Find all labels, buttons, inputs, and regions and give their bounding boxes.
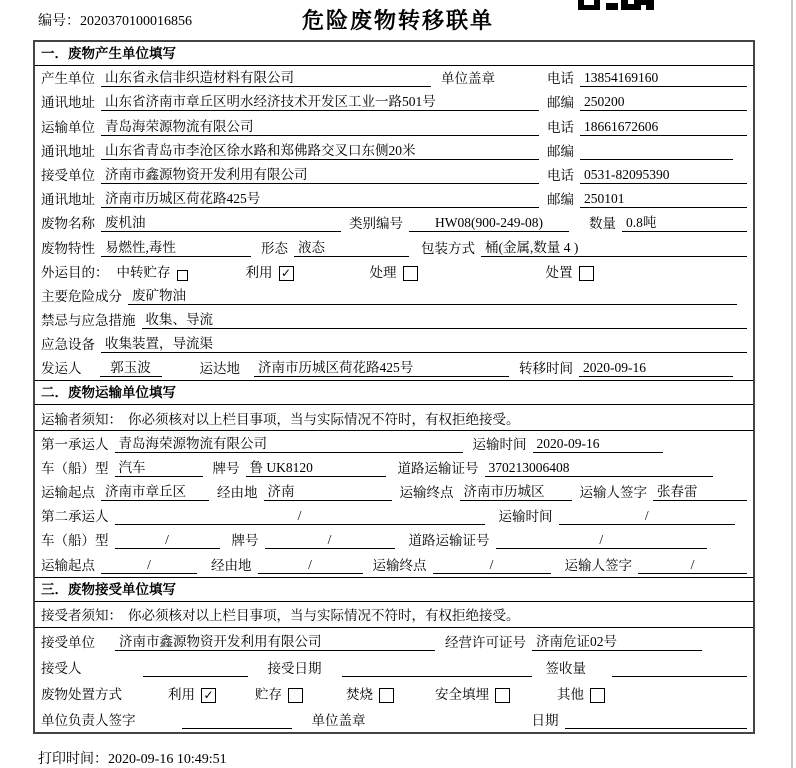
responsible-signature-label: 单位负责人签字	[41, 712, 136, 728]
row-transporter-address	[35, 139, 753, 163]
receiver-phone-value: 0531-82095390	[580, 167, 747, 184]
unit-seal-label: 单位盖章	[441, 71, 495, 87]
transfer-time-label: 转移时间	[519, 361, 573, 377]
purpose-option-storage: 中转贮存	[116, 264, 171, 280]
received-qty-value	[612, 676, 747, 677]
page-right-edge	[791, 0, 793, 768]
serial-label: 编号：	[38, 14, 80, 29]
disposal-option-store: 贮存	[255, 686, 282, 702]
carrier-signature-label: 运输人签字	[564, 557, 632, 573]
packaging-label: 包装方式	[421, 240, 475, 256]
transfer-time-value: 2020-09-16	[579, 360, 733, 377]
road-permit-label: 道路运输证号	[397, 460, 479, 476]
transporter-address-value: 山东省青岛市李沧区徐水路和郑佛路交叉口东侧20米	[101, 139, 539, 160]
quantity-value: 0.8吨	[622, 211, 747, 232]
section-receiver	[35, 577, 753, 732]
vehicle-type-label: 车（船）型	[41, 533, 109, 549]
purpose-label: 外运目的：	[41, 264, 109, 280]
plate-label: 牌号	[212, 460, 240, 476]
row-vehicle-2	[35, 528, 753, 552]
plate-2-value: /	[265, 532, 395, 549]
origin-label: 运输起点	[41, 557, 95, 573]
endpoint-label: 运输终点	[372, 557, 427, 573]
via-label: 经由地	[211, 557, 252, 573]
address-label: 通讯地址	[41, 192, 95, 208]
license-value: 济南危证02号	[532, 630, 702, 651]
row-second-carrier	[35, 504, 753, 528]
accept-date-label: 接受日期	[267, 660, 322, 676]
via-label: 经由地	[217, 485, 258, 500]
shipper-value: 郭玉波	[100, 356, 162, 377]
transporter-phone-value: 18661672606	[580, 119, 747, 136]
accept-unit-label: 接受单位	[41, 634, 95, 650]
equipment-label: 应急设备	[41, 337, 95, 353]
receiver-notice-label: 接受者须知：	[41, 608, 122, 624]
disposal-method-label: 废物处置方式	[41, 686, 122, 702]
origin-value: 济南市章丘区	[101, 480, 209, 501]
endpoint-2-value: /	[433, 557, 551, 574]
transporter-value: 青岛海荣源物流有限公司	[101, 115, 539, 136]
checkbox-storage	[177, 270, 188, 281]
first-carrier-value: 青岛海荣源物流有限公司	[115, 432, 463, 453]
receiver-value: 济南市鑫源物资开发利用有限公司	[101, 163, 539, 184]
transport-time-label: 运输时间	[472, 436, 527, 452]
checkbox-disposal-store	[288, 688, 303, 703]
taboo-value: 收集、导流	[142, 308, 748, 329]
section3-header: 三．废物接受单位填写	[35, 578, 753, 602]
shipper-label: 发运人	[41, 361, 82, 377]
checkbox-use: ✓	[279, 266, 294, 281]
receiver-address-value: 济南市历城区荷花路425号	[101, 187, 539, 208]
checkbox-treat	[403, 266, 418, 281]
vehicle-type-label: 车（船）型	[41, 460, 109, 476]
row-first-carrier	[35, 431, 753, 455]
transport-time-value: 2020-09-16	[533, 436, 663, 453]
endpoint-value: 济南市历城区	[460, 480, 572, 501]
quantity-label: 数量	[589, 216, 616, 232]
plate-value: 鲁 UK8120	[246, 456, 386, 477]
zip-label: 邮编	[547, 95, 574, 111]
row-transport-purpose	[35, 260, 753, 284]
taboo-label: 禁忌与应急措施	[41, 313, 136, 329]
checkbox-disposal-use: ✓	[201, 688, 216, 703]
producer-label: 产生单位	[41, 71, 95, 87]
row-receiver-address	[35, 187, 753, 211]
transport-time-2-value: /	[559, 508, 736, 525]
via-value: 济南	[264, 480, 392, 501]
phone-label: 电话	[547, 119, 574, 135]
zip-label: 邮编	[547, 192, 574, 208]
phone-label: 电话	[547, 167, 574, 183]
row-receiver-notice	[35, 602, 753, 628]
packaging-value: 桶(金属,数量 4 )	[481, 236, 747, 257]
via-2-value: /	[258, 557, 363, 574]
origin-label: 运输起点	[41, 485, 95, 500]
address-label: 通讯地址	[41, 143, 95, 159]
page-title: 危险废物转移联单	[301, 8, 494, 33]
section2-header: 二．废物运输单位填写	[35, 381, 753, 405]
row-accept-unit	[35, 628, 753, 654]
row-producer	[35, 66, 753, 90]
row-waste-name	[35, 211, 753, 235]
purpose-option-dispose: 处置	[545, 264, 573, 280]
form-state-value: 液态	[294, 236, 409, 257]
section1-header: 一．废物产生单位填写	[35, 42, 753, 66]
vehicle-type-value: 汽车	[115, 456, 203, 477]
checkbox-dispose	[579, 266, 594, 281]
disposal-option-other: 其他	[557, 686, 584, 702]
section-producer	[35, 42, 753, 380]
row-responsible-signature	[35, 706, 753, 732]
transporter-label: 运输单位	[41, 119, 95, 135]
checkbox-disposal-other	[590, 688, 605, 703]
waste-name-label: 废物名称	[41, 216, 95, 232]
row-disposal-method	[35, 680, 753, 706]
phone-label: 电话	[547, 71, 574, 87]
row-taboo-measures	[35, 308, 753, 332]
origin-2-value: /	[101, 557, 197, 574]
row-vehicle-1	[35, 456, 753, 480]
category-value: HW08(900-249-08)	[409, 215, 569, 232]
section-transporter	[35, 380, 753, 576]
character-label: 废物特性	[41, 240, 95, 256]
waste-name-value: 废机油	[101, 211, 341, 232]
destination-label: 运达地	[199, 361, 240, 377]
row-route-2	[35, 552, 753, 576]
row-acceptor	[35, 654, 753, 680]
hazard-value: 废矿物油	[128, 284, 737, 305]
unit-seal-label: 单位盖章	[311, 712, 366, 728]
received-qty-label: 签收量	[545, 660, 586, 676]
checkbox-disposal-incinerate	[379, 688, 394, 703]
equipment-value: 收集装置，导流渠	[101, 332, 747, 353]
producer-phone-value: 13854169160	[580, 70, 747, 87]
print-time-value: 2020-09-16 10:49:51	[108, 752, 227, 767]
transporter-notice-label: 运输者须知：	[41, 411, 122, 427]
acceptor-value	[143, 676, 248, 677]
destination-value: 济南市历城区荷花路425号	[254, 356, 509, 377]
acceptor-label: 接受人	[41, 660, 82, 676]
row-receiver	[35, 163, 753, 187]
row-transporter	[35, 114, 753, 138]
second-carrier-value: /	[115, 508, 485, 525]
carrier-signature-value: 张春雷	[653, 480, 747, 501]
producer-address-value: 山东省济南市章丘区明水经济技术开发区工业一路501号	[101, 90, 539, 111]
producer-value: 山东省永信非织造材料有限公司	[101, 66, 431, 87]
form-state-label: 形态	[261, 240, 288, 256]
transporter-notice-text: 你必须核对以上栏目事项，当与实际情况不符时，有权拒绝接受。	[128, 411, 520, 427]
vehicle-type-2-value: /	[115, 532, 220, 549]
purpose-option-use: 利用	[245, 264, 273, 280]
transporter-zip-value	[580, 159, 733, 160]
address-label: 通讯地址	[41, 95, 95, 111]
receiver-label: 接受单位	[41, 167, 95, 183]
receiver-notice-text: 你必须核对以上栏目事项，当与实际情况不符时，有权拒绝接受。	[128, 608, 520, 624]
qr-code-fragment-icon	[578, 0, 654, 10]
carrier-signature-label: 运输人签字	[579, 485, 647, 500]
disposal-option-incinerate: 焚烧	[346, 686, 373, 702]
form-header	[0, 0, 796, 40]
hazard-label: 主要危险成分	[41, 288, 122, 304]
form-table	[33, 40, 755, 734]
zip-label: 邮编	[547, 143, 574, 159]
license-label: 经营许可证号	[445, 634, 526, 650]
transport-time-label: 运输时间	[498, 509, 553, 525]
first-carrier-label: 第一承运人	[41, 436, 109, 452]
date-label: 日期	[531, 712, 559, 728]
disposal-option-landfill: 安全填埋	[435, 686, 489, 702]
road-permit-2-value: /	[496, 532, 708, 549]
checkbox-disposal-landfill	[495, 688, 510, 703]
row-hazard-component	[35, 284, 753, 308]
second-carrier-label: 第二承运人	[41, 509, 109, 525]
plate-label: 牌号	[231, 533, 259, 549]
print-time-label: 打印时间：	[38, 752, 108, 767]
accept-unit-value: 济南市鑫源物资开发利用有限公司	[115, 630, 435, 651]
character-value: 易燃性,毒性	[101, 236, 251, 257]
endpoint-label: 运输终点	[399, 485, 454, 500]
accept-date-value	[342, 676, 532, 677]
row-shipper	[35, 356, 753, 380]
row-route-1	[35, 480, 753, 504]
row-waste-character	[35, 235, 753, 259]
row-transporter-notice	[35, 405, 753, 431]
date-value	[565, 728, 748, 729]
row-emergency-equipment	[35, 332, 753, 356]
disposal-option-use: 利用	[168, 686, 195, 702]
road-permit-label: 道路运输证号	[408, 533, 490, 549]
producer-zip-value: 250200	[580, 94, 747, 111]
row-producer-address	[35, 90, 753, 114]
purpose-option-treat: 处理	[369, 264, 397, 280]
carrier-signature-2-value: /	[638, 557, 747, 574]
print-time	[38, 748, 227, 768]
serial-value: 2020370100016856	[80, 14, 192, 29]
responsible-signature-value	[182, 728, 292, 729]
road-permit-value: 370213006408	[485, 460, 713, 477]
category-label: 类别编号	[349, 216, 403, 232]
receiver-zip-value: 250101	[580, 191, 747, 208]
